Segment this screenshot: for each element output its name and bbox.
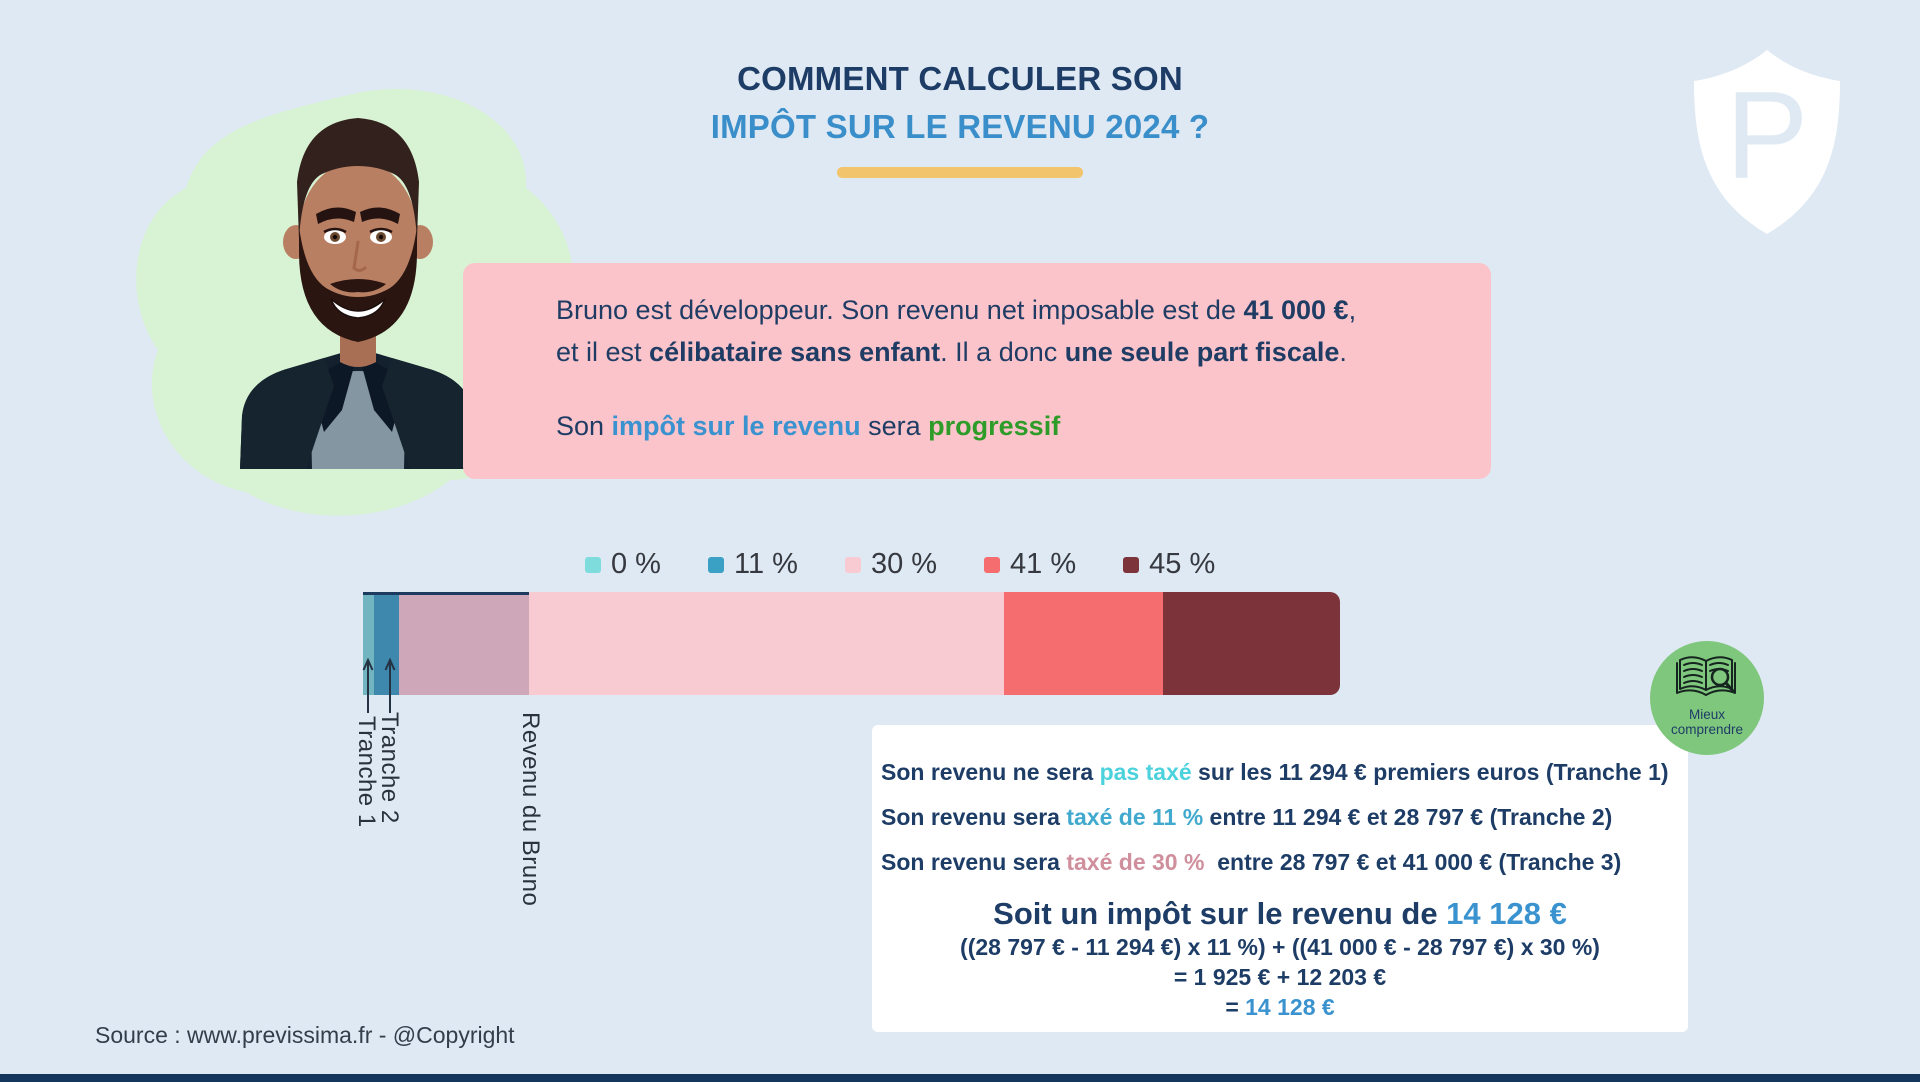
title-line2: IMPÔT SUR LE REVENU 2024 ? (710, 108, 1210, 145)
intro-line3: Son impôt sur le revenu sera progressif (556, 411, 1061, 441)
legend-item-30% (845, 548, 937, 581)
formula-line1: ((28 797 € - 11 294 €) x 11 %) + ((41 000 € - 28 797 €) x 30 %) (960, 934, 1600, 960)
legend-label: 45 % (1149, 548, 1216, 580)
revenu-du-bruno-label: Revenu du Bruno (517, 712, 544, 907)
result-heading: Soit un impôt sur le revenu de 14 128 € (993, 896, 1567, 931)
intro-card (463, 263, 1491, 479)
intro-line1: Bruno est développeur. Son revenu net imposable est de 41 000 €, (556, 295, 1357, 325)
tranche1-label: Tranche 1 (353, 716, 380, 828)
badge-text-line2: comprendre (1670, 722, 1744, 737)
legend-swatch (585, 557, 601, 573)
title-underline (837, 167, 1083, 178)
result-line2: Son revenu sera taxé de 11 % entre 11 294 € et 28 797 € (Tranche 2) (881, 804, 1613, 830)
formula-line2: = 1 925 € + 12 203 € (1173, 964, 1387, 990)
tranche2-arrow (384, 658, 396, 714)
legend-item-0% (585, 548, 661, 581)
source-credit: Source : www.previssima.fr - @Copyright (95, 1022, 515, 1048)
formula-line3: = 14 128 € (1225, 994, 1335, 1020)
result-card (872, 725, 1688, 1032)
result-line1: Son revenu ne sera pas taxé sur les 11 294 € premiers euros (Tranche 1) (881, 759, 1669, 785)
mieux-comprendre-badge (1650, 641, 1764, 755)
footer-bar (0, 1074, 1920, 1082)
legend-swatch (708, 557, 724, 573)
bar-segment-41% (1004, 592, 1163, 695)
page-title (460, 60, 1460, 178)
legend-label: 0 % (611, 548, 661, 580)
legend-item-41% (984, 548, 1076, 581)
result-line3: Son revenu sera taxé de 30 % entre 28 797 € et 41 000 € (Tranche 3) (881, 849, 1622, 875)
book-magnifier-icon (1675, 653, 1739, 699)
legend-item-11% (708, 548, 798, 581)
badge-text-line1: Mieux (1688, 707, 1725, 722)
tranche1-arrow (362, 658, 374, 714)
tranche2-label: Tranche 2 (376, 712, 403, 824)
legend-swatch (1123, 557, 1139, 573)
legend-label: 41 % (1010, 548, 1077, 580)
intro-line2: et il est célibataire sans enfant. Il a donc une seule part fiscale. (556, 337, 1347, 367)
legend-swatch (845, 557, 861, 573)
shield-icon (1688, 46, 1846, 240)
legend-label: 30 % (870, 548, 938, 580)
svg-text:P: P (1725, 67, 1809, 205)
legend-swatch (984, 557, 1000, 573)
previssima-shield-logo (1688, 46, 1846, 240)
legend-label: 11 % (733, 548, 798, 580)
legend-item-45% (1123, 548, 1215, 581)
bar-segment-45% (1163, 592, 1340, 695)
tax-rate-legend (585, 548, 1215, 581)
title-line1: COMMENT CALCULER SON (737, 60, 1183, 97)
